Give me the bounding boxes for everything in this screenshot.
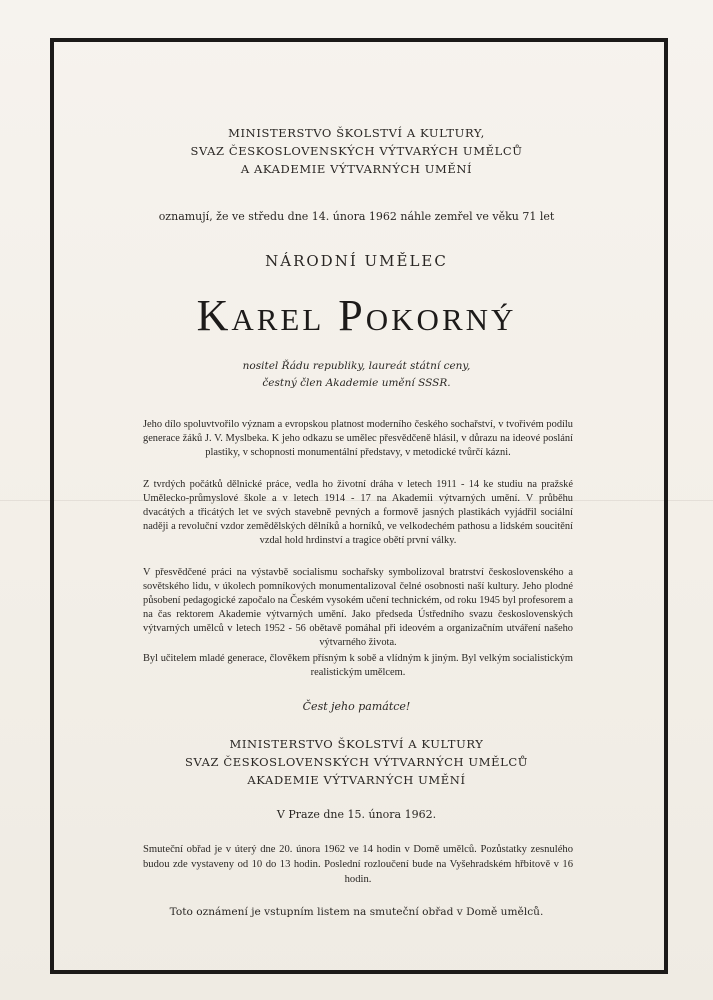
header-block	[0, 124, 713, 178]
honor-line: nositel Řádu republiky, laureát státní ceny,	[242, 360, 471, 372]
signature-line: AKADEMIE VÝTVARNÝCH UMĚNÍ	[247, 773, 466, 787]
signature-line: SVAZ ČESKOSLOVENSKÝCH VÝTVARNÝCH UMĚLCŮ	[184, 755, 529, 769]
signature-line: MINISTERSTVO ŠKOLSTVÍ A KULTURY	[229, 737, 484, 751]
header-line: MINISTERSTVO ŠKOLSTVÍ A KULTURY,	[228, 126, 485, 140]
honorary-title: NÁRODNÍ UMĚLEC	[265, 252, 448, 270]
honor-line: čestný člen Akademie umění SSSR.	[262, 377, 451, 389]
ceremony-info: Smuteční obřad je v úterý dne 20. února 1962 ve 14 hodin v Domě umělců. Pozůstatky zesnulého budou zde vystaveny od 10 do 13 hodin. Poslední rozloučení bude na Vyšehradském hřbitově v 16 hodin.	[143, 844, 573, 885]
biography-paragraph: Byl učitelem mladé generace, člověkem přísným k sobě a vlídným k jiným. Byl velkým socialistickým realistickým umělcem.	[143, 653, 573, 678]
biography-paragraph: Z tvrdých počátků dělnické práce, vedla ho životní dráha v letech 1911 - 14 ke studiu na pražské Umělecko-průmyslové škole a v letech 1914 - 17 na Akademii výtvarných umění. V průběhu dvacátých a třicátých let ve svých stavebně pevných a formově jasných plastikách vyjádřil sociální naději a revoluční vzdor zemědělských dělníků a horníků, ve velkodechém pathosu a lidském soucitění vzdal hold hrdinství a tragice obětí první války.	[143, 479, 573, 546]
footer-note: Toto oznámení je vstupním listem na smuteční obřad v Domě umělců.	[169, 906, 544, 918]
deceased-name: Karel Pokorný	[196, 291, 517, 340]
honors-block	[0, 358, 713, 392]
place-and-date: V Praze dne 15. února 1962.	[276, 808, 437, 821]
biography-paragraph: V přesvědčené práci na výstavbě socialismu sochařsky symbolizoval bratrství československého a sovětského lidu, v úkolech pomníkových monumentalizoval čelné osobnosti naší kultury. Jeho plodné působení pedagogické započalo na Českém vysokém učení technickém, od roku 1945 byl profesorem a na čas rektorem Akademie výtvarných umění. Jako předseda Ústředního svazu československých výtvarných umělců v letech 1952 - 56 obětavě pomáhal při ideovém a organizačním utváření našeho výtvarného života.	[143, 567, 573, 648]
header-line: SVAZ ČESKOSLOVENSKÝCH VÝTVARÝCH UMĚLCŮ	[190, 144, 523, 158]
motto: Čest jeho památce!	[302, 700, 411, 713]
announcement-text: oznamují, že ve středu dne 14. února 1962 náhle zemřel ve věku 71 let	[158, 210, 555, 223]
header-line: A AKADEMIE VÝTVARNÝCH UMĚNÍ	[240, 162, 473, 176]
signature-block	[0, 735, 713, 789]
biography-paragraph: Jeho dílo spoluvtvořilo význam a evropskou platnost moderního českého sochařství, v tvořivém podílu generace žáků J. V. Myslbeka. K jeho odkazu se umělec přesvědčeně hlásil, v důrazu na ideové poslání plastiky, v schopnosti monumentální představy, v metodické tvůrčí kázni.	[143, 419, 573, 458]
